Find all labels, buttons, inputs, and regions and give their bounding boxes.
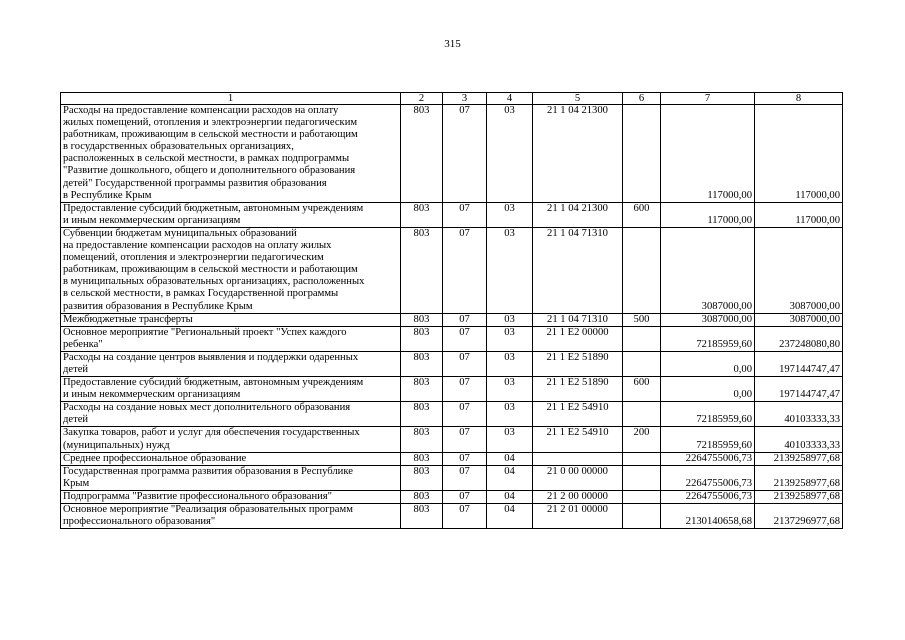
table-row xyxy=(61,313,843,326)
amount-year2-cell: 117000,00 xyxy=(755,202,843,227)
expense-name-text: Расходы на предоставление компенсации расходов на оплату жилых помещений, отопления и электроэнергии педагогическим работникам, проживающим в сельской местности и работающим в государственных образовательных организациях, расположенных в сельской местности, в рамках подпрограммы "Развитие дошкольного, общего и дополнительного образования детей" Государственной программы развития образования в Республике Крым xyxy=(63,105,358,201)
amount-year2-cell: 2139258977,68 xyxy=(755,452,843,465)
subsection-cell: 03 xyxy=(487,313,533,326)
amount-year1-cell: 72185959,60 xyxy=(661,402,755,427)
amount-year2-cell: 40103333,33 xyxy=(755,427,843,452)
expense-name-cell xyxy=(61,105,401,203)
subsection-cell: 03 xyxy=(487,227,533,313)
ministry-code-cell: 803 xyxy=(401,402,443,427)
amount-year1-cell: 0,00 xyxy=(661,351,755,376)
budget-table xyxy=(60,92,843,529)
ministry-code-cell: 803 xyxy=(401,313,443,326)
table-row xyxy=(61,402,843,427)
amount-year1-cell: 3087000,00 xyxy=(661,313,755,326)
subsection-cell: 04 xyxy=(487,490,533,503)
expense-name-text: Государственная программа развития образования в Республике Крым xyxy=(63,465,353,489)
expense-name-cell xyxy=(61,490,401,503)
ministry-code-cell: 803 xyxy=(401,504,443,529)
ministry-code-cell: 803 xyxy=(401,351,443,376)
target-article-cell: 21 1 04 71310 xyxy=(533,227,623,313)
amount-year2-cell: 237248080,80 xyxy=(755,326,843,351)
subsection-cell: 03 xyxy=(487,351,533,376)
ministry-code-cell: 803 xyxy=(401,326,443,351)
expense-name-cell xyxy=(61,402,401,427)
amount-year1-cell: 0,00 xyxy=(661,377,755,402)
table-row xyxy=(61,504,843,529)
amount-year1-cell: 117000,00 xyxy=(661,105,755,203)
table-row xyxy=(61,427,843,452)
table-row xyxy=(61,326,843,351)
expense-name-cell xyxy=(61,227,401,313)
expense-name-text: Предоставление субсидий бюджетным, автономным учреждениям и иным некоммерческим организациям xyxy=(63,202,364,226)
header-cell: 1 xyxy=(61,93,401,105)
expense-name-cell xyxy=(61,313,401,326)
section-cell: 07 xyxy=(443,351,487,376)
section-cell: 07 xyxy=(443,202,487,227)
ministry-code-cell: 803 xyxy=(401,427,443,452)
section-cell: 07 xyxy=(443,452,487,465)
amount-year2-cell: 197144747,47 xyxy=(755,377,843,402)
amount-year1-cell: 2264755006,73 xyxy=(661,452,755,465)
expense-type-cell xyxy=(623,452,661,465)
section-cell: 07 xyxy=(443,105,487,203)
amount-year1-cell: 2264755006,73 xyxy=(661,490,755,503)
section-cell: 07 xyxy=(443,427,487,452)
table-header-row xyxy=(61,93,843,105)
expense-type-cell: 200 xyxy=(623,427,661,452)
amount-year2-cell: 117000,00 xyxy=(755,105,843,203)
header-cell: 2 xyxy=(401,93,443,105)
target-article-cell: 21 1 04 21300 xyxy=(533,105,623,203)
expense-type-cell xyxy=(623,402,661,427)
subsection-cell: 03 xyxy=(487,326,533,351)
header-cell: 7 xyxy=(661,93,755,105)
expense-name-cell xyxy=(61,452,401,465)
expense-name-cell xyxy=(61,326,401,351)
header-cell: 5 xyxy=(533,93,623,105)
amount-year1-cell: 117000,00 xyxy=(661,202,755,227)
target-article-cell: 21 1 04 71310 xyxy=(533,313,623,326)
expense-name-text: Основное мероприятие "Реализация образовательных программ профессионального образования" xyxy=(63,504,353,528)
target-article-cell xyxy=(533,452,623,465)
header-cell: 4 xyxy=(487,93,533,105)
subsection-cell: 03 xyxy=(487,202,533,227)
amount-year2-cell: 3087000,00 xyxy=(755,227,843,313)
target-article-cell: 21 2 01 00000 xyxy=(533,504,623,529)
section-cell: 07 xyxy=(443,504,487,529)
target-article-cell: 21 0 00 00000 xyxy=(533,465,623,490)
target-article-cell: 21 2 00 00000 xyxy=(533,490,623,503)
ministry-code-cell: 803 xyxy=(401,202,443,227)
table-row xyxy=(61,377,843,402)
header-cell: 3 xyxy=(443,93,487,105)
amount-year1-cell: 2264755006,73 xyxy=(661,465,755,490)
amount-year2-cell: 40103333,33 xyxy=(755,402,843,427)
subsection-cell: 03 xyxy=(487,377,533,402)
target-article-cell: 21 1 04 21300 xyxy=(533,202,623,227)
amount-year2-cell: 197144747,47 xyxy=(755,351,843,376)
expense-name-cell xyxy=(61,377,401,402)
target-article-cell: 21 1 E2 54910 xyxy=(533,427,623,452)
expense-type-cell: 600 xyxy=(623,202,661,227)
table-row xyxy=(61,465,843,490)
expense-name-cell xyxy=(61,504,401,529)
expense-type-cell: 500 xyxy=(623,313,661,326)
section-cell: 07 xyxy=(443,313,487,326)
expense-name-cell xyxy=(61,465,401,490)
amount-year1-cell: 2130140658,68 xyxy=(661,504,755,529)
subsection-cell: 04 xyxy=(487,504,533,529)
table-row xyxy=(61,351,843,376)
amount-year1-cell: 72185959,60 xyxy=(661,326,755,351)
expense-name-cell xyxy=(61,202,401,227)
target-article-cell: 21 1 E2 51890 xyxy=(533,351,623,376)
subsection-cell: 03 xyxy=(487,427,533,452)
expense-name-text: Расходы на создание новых мест дополнительного образования детей xyxy=(63,402,351,426)
table-row xyxy=(61,490,843,503)
expense-type-cell xyxy=(623,351,661,376)
expense-name-text: Расходы на создание центров выявления и поддержки одаренных детей xyxy=(63,351,359,375)
expense-type-cell xyxy=(623,326,661,351)
expense-name-text: Подпрограмма "Развитие профессионального образования" xyxy=(63,490,332,502)
section-cell: 07 xyxy=(443,490,487,503)
table-row xyxy=(61,105,843,203)
expense-name-text: Субвенции бюджетам муниципальных образований на предоставление компенсации расходов на оплату жилых помещений, отопления и электроэнергии педагогическим работникам, проживающим в сельской местности и работающим в муниципальных образовательных организациях, расположенных в сельской местности, в рамках Государственной программы развития образования в Республике Крым xyxy=(63,227,365,312)
table-row xyxy=(61,452,843,465)
subsection-cell: 03 xyxy=(487,402,533,427)
amount-year2-cell: 3087000,00 xyxy=(755,313,843,326)
table-row xyxy=(61,202,843,227)
subsection-cell: 04 xyxy=(487,465,533,490)
table-row xyxy=(61,227,843,313)
amount-year2-cell: 2137296977,68 xyxy=(755,504,843,529)
section-cell: 07 xyxy=(443,227,487,313)
amount-year1-cell: 72185959,60 xyxy=(661,427,755,452)
expense-name-cell xyxy=(61,427,401,452)
target-article-cell: 21 1 E2 00000 xyxy=(533,326,623,351)
page-number: 315 xyxy=(444,38,461,50)
expense-type-cell xyxy=(623,490,661,503)
ministry-code-cell: 803 xyxy=(401,465,443,490)
expense-type-cell xyxy=(623,227,661,313)
expense-name-text: Закупка товаров, работ и услуг для обеспечения государственных (муниципальных) нужд xyxy=(63,427,360,451)
expense-name-text: Предоставление субсидий бюджетным, автономным учреждениям и иным некоммерческим организациям xyxy=(63,377,364,401)
expense-name-text: Межбюджетные трансферты xyxy=(63,313,193,325)
expense-name-text: Основное мероприятие "Региональный проект "Успех каждого ребенка" xyxy=(63,326,347,350)
target-article-cell: 21 1 E2 54910 xyxy=(533,402,623,427)
expense-type-cell: 600 xyxy=(623,377,661,402)
header-cell: 6 xyxy=(623,93,661,105)
section-cell: 07 xyxy=(443,326,487,351)
amount-year1-cell: 3087000,00 xyxy=(661,227,755,313)
header-cell: 8 xyxy=(755,93,843,105)
expense-type-cell xyxy=(623,105,661,203)
expense-type-cell xyxy=(623,465,661,490)
ministry-code-cell: 803 xyxy=(401,105,443,203)
section-cell: 07 xyxy=(443,402,487,427)
target-article-cell: 21 1 E2 51890 xyxy=(533,377,623,402)
subsection-cell: 03 xyxy=(487,105,533,203)
ministry-code-cell: 803 xyxy=(401,490,443,503)
amount-year2-cell: 2139258977,68 xyxy=(755,465,843,490)
ministry-code-cell: 803 xyxy=(401,377,443,402)
expense-type-cell xyxy=(623,504,661,529)
expense-name-cell xyxy=(61,351,401,376)
subsection-cell: 04 xyxy=(487,452,533,465)
expense-name-text: Среднее профессиональное образование xyxy=(63,452,247,464)
ministry-code-cell: 803 xyxy=(401,227,443,313)
ministry-code-cell: 803 xyxy=(401,452,443,465)
section-cell: 07 xyxy=(443,465,487,490)
section-cell: 07 xyxy=(443,377,487,402)
amount-year2-cell: 2139258977,68 xyxy=(755,490,843,503)
